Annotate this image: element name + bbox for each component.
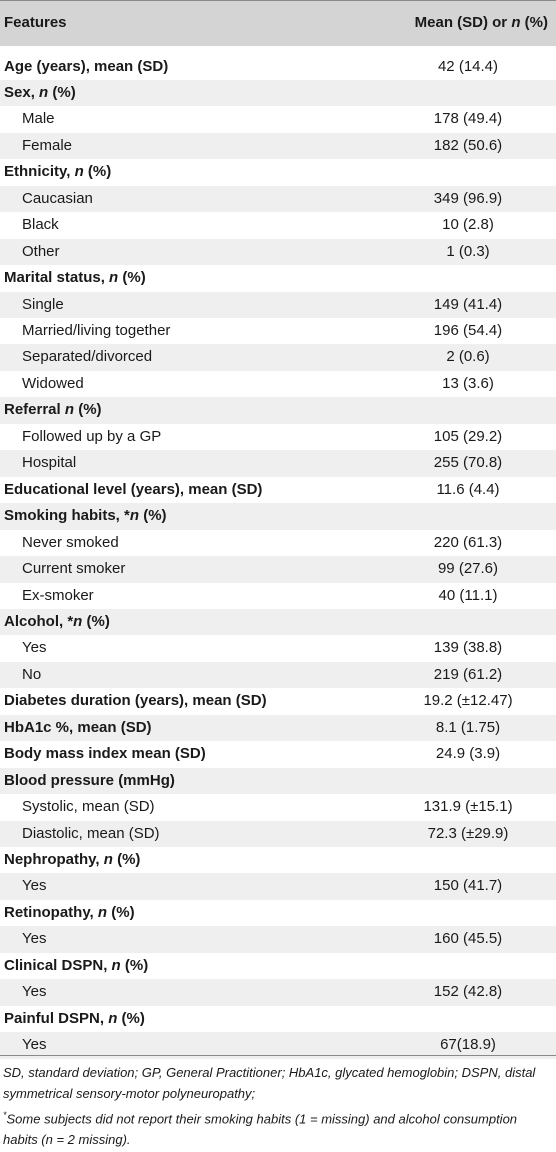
row-label-italic: n <box>108 1009 118 1027</box>
row-label <box>4 900 135 926</box>
row-label-part: Single <box>22 295 64 313</box>
row-label-part: Retinopathy, <box>4 903 98 921</box>
row-value: 67(18.9) <box>440 1036 496 1054</box>
row-label-italic: n <box>97 903 108 921</box>
row-label <box>22 318 170 344</box>
header-values <box>415 14 548 31</box>
table-row <box>0 133 556 160</box>
row-label-part: Smoking habits, * <box>4 507 130 525</box>
row-value: 178 (49.4) <box>433 110 503 128</box>
table-row <box>0 768 556 795</box>
row-label-part: Yes <box>22 930 47 948</box>
row-label <box>22 530 119 556</box>
table-row <box>0 80 556 107</box>
row-label-part: Diabetes duration (years), mean (SD) <box>4 692 267 710</box>
table-row <box>0 159 556 186</box>
table-row <box>0 979 556 1006</box>
row-value: 255 (70.8) <box>433 454 503 472</box>
row-label-part: (%) <box>120 956 149 974</box>
row-label-part: Ethnicity, <box>4 163 75 181</box>
row-label-part: Sex, <box>4 83 40 101</box>
row-label <box>22 212 59 238</box>
row-label-italic: n <box>74 163 84 181</box>
table-bottom-rule <box>0 1055 556 1056</box>
row-label-part: Yes <box>22 877 47 895</box>
table-row <box>0 662 556 689</box>
row-label <box>22 979 46 1005</box>
row-label-italic: n <box>39 83 49 101</box>
row-label-part: Painful DSPN, <box>4 1009 109 1027</box>
row-value: 196 (54.4) <box>433 322 503 339</box>
table-row <box>0 715 556 742</box>
row-label <box>22 556 125 582</box>
row-label-part: Never smoked <box>22 533 119 551</box>
row-label-part: (%) <box>83 163 112 181</box>
row-label-part: Black <box>22 216 59 234</box>
row-label-part: Marital status, <box>4 269 110 287</box>
table-row <box>0 318 556 345</box>
footnote-abbreviations: SD, standard deviation; GP, General Practitioner; HbA1c, glycated hemoglobin; DSPN, distal symmetrical sensory-motor polyneuropathy; <box>3 1065 536 1101</box>
row-label <box>4 953 148 979</box>
table-row <box>0 953 556 980</box>
table-row <box>0 265 556 292</box>
row-value: 220 (61.3) <box>433 533 503 551</box>
row-label-part: Systolic, mean (SD) <box>22 798 155 816</box>
table-row <box>0 239 556 266</box>
table-row <box>0 530 556 557</box>
row-label <box>22 794 155 820</box>
row-label <box>4 477 262 503</box>
row-value: 219 (61.2) <box>433 665 503 683</box>
row-label <box>22 926 46 952</box>
table-row <box>0 688 556 715</box>
row-value: 2 (0.6) <box>446 348 490 366</box>
row-label <box>4 80 76 106</box>
row-label-part: (%) <box>74 401 102 419</box>
row-label <box>4 265 146 291</box>
row-label <box>22 292 64 318</box>
row-label-italic: n <box>109 269 119 287</box>
row-label <box>22 133 72 159</box>
row-label-italic: n <box>129 507 140 525</box>
table-row <box>0 556 556 583</box>
row-label <box>4 688 267 714</box>
row-label-part: Body mass index mean (SD) <box>4 745 206 763</box>
row-value: 349 (96.9) <box>433 189 503 207</box>
row-label-part: Age (years), mean (SD) <box>4 57 169 75</box>
row-label <box>4 609 110 635</box>
row-label-part: Yes <box>22 983 47 1001</box>
row-value: 13 (3.6) <box>442 374 494 392</box>
row-value: 40 (11.1) <box>438 586 498 604</box>
table-row <box>0 212 556 239</box>
table-row <box>0 344 556 371</box>
row-label-part: No <box>22 665 42 683</box>
table-header <box>0 0 556 46</box>
table-row <box>0 873 556 900</box>
row-label-part: Widowed <box>22 374 84 392</box>
table-row <box>0 503 556 530</box>
table-row <box>0 847 556 874</box>
row-label <box>22 662 41 688</box>
row-label <box>4 397 102 423</box>
row-value: 152 (42.8) <box>433 983 503 1001</box>
row-label-italic: n <box>111 956 121 974</box>
footnote-asterisk <box>3 1105 555 1150</box>
row-label-part: (%) <box>82 612 110 630</box>
row-label <box>22 371 84 397</box>
row-label-part: Current smoker <box>22 560 126 578</box>
row-label <box>22 344 152 370</box>
row-label-italic: n <box>73 612 83 630</box>
row-value: 10 (2.8) <box>442 216 494 234</box>
table-row <box>0 106 556 133</box>
table-row <box>0 397 556 424</box>
table-row <box>0 583 556 610</box>
row-label <box>4 715 152 741</box>
row-label-part: (%) <box>112 851 141 868</box>
row-label <box>22 450 76 476</box>
row-label-part: Ex-smoker <box>22 586 94 604</box>
row-label-part: HbA1c %, mean (SD) <box>4 718 152 736</box>
row-label <box>22 106 55 132</box>
row-label-part: (%) <box>118 269 146 287</box>
table-row <box>0 900 556 927</box>
row-label-part: Alcohol, * <box>4 612 74 630</box>
row-value: 24.9 (3.9) <box>435 745 501 763</box>
row-label <box>4 768 175 794</box>
row-label-part: Married/living together <box>22 322 171 339</box>
row-label-part: Diastolic, mean (SD) <box>22 824 160 842</box>
header-values-n: n <box>511 14 521 31</box>
table-row <box>0 926 556 953</box>
row-label <box>22 635 46 661</box>
row-label-part: Hospital <box>22 454 77 472</box>
footnote-asterisk-text: Some subjects did not report their smoking habits (1 = missing) and alcohol consumption habits (n = 2 missing). <box>3 1111 518 1148</box>
table-row <box>0 424 556 451</box>
row-value: 105 (29.2) <box>433 427 503 445</box>
table-row <box>0 821 556 848</box>
header-features: Features <box>4 14 67 31</box>
row-label <box>22 239 60 265</box>
row-label <box>4 503 167 529</box>
row-value: 160 (45.5) <box>433 930 503 948</box>
table-row <box>0 292 556 319</box>
row-label <box>4 1006 145 1032</box>
row-label-part: (%) <box>139 507 167 525</box>
row-label-part: Yes <box>22 1036 47 1054</box>
table-row <box>0 741 556 768</box>
row-label <box>4 159 111 185</box>
row-label-part: (%) <box>48 83 76 101</box>
row-label-part: Referral <box>4 401 65 419</box>
row-label-italic: n <box>103 851 113 868</box>
row-value: 182 (50.6) <box>433 136 503 154</box>
table-row <box>0 186 556 213</box>
row-value: 139 (38.8) <box>433 639 503 657</box>
row-value: 72.3 (±29.9) <box>427 824 509 842</box>
row-value: 8.1 (1.75) <box>435 718 501 736</box>
footnote-asterisk-mark: * <box>3 1110 7 1120</box>
table-row <box>0 371 556 398</box>
table-row <box>0 477 556 504</box>
row-value: 19.2 (±12.47) <box>423 692 513 710</box>
header-values-suffix: (%) <box>520 14 548 31</box>
table-row <box>0 450 556 477</box>
row-label-part: Separated/divorced <box>22 348 153 366</box>
header-values-prefix: Mean (SD) or <box>414 14 512 31</box>
row-label-part: (%) <box>107 903 135 921</box>
table-row <box>0 1006 556 1033</box>
row-value: 42 (14.4) <box>437 57 499 75</box>
row-label <box>22 583 94 609</box>
row-value: 150 (41.7) <box>433 877 503 895</box>
row-value: 131.9 (±15.1) <box>423 798 513 816</box>
row-label-part: Clinical DSPN, <box>4 956 112 974</box>
table-row <box>0 54 556 81</box>
row-value: 11.6 (4.4) <box>436 480 500 498</box>
row-label <box>22 186 93 212</box>
row-label <box>4 54 168 80</box>
table-row <box>0 609 556 636</box>
row-label <box>4 847 140 873</box>
table-row <box>0 635 556 662</box>
row-label <box>22 821 160 847</box>
row-label-part: Male <box>22 110 55 128</box>
row-label <box>22 424 161 450</box>
table-row <box>0 794 556 821</box>
row-label-part: Female <box>22 136 73 154</box>
row-label-italic: n <box>64 401 75 419</box>
row-label <box>22 873 46 899</box>
row-value: 1 (0.3) <box>446 242 490 260</box>
row-label-part: Followed up by a GP <box>22 427 162 445</box>
row-label-part: Caucasian <box>22 189 93 207</box>
row-value: 99 (27.6) <box>437 560 499 578</box>
row-label-part: Blood pressure (mmHg) <box>4 771 175 789</box>
row-label-part: (%) <box>117 1009 145 1027</box>
row-label-part: Nephropathy, <box>4 851 104 868</box>
row-value: 149 (41.4) <box>433 295 503 313</box>
row-label-part: Yes <box>22 639 47 657</box>
row-label-part: Other <box>22 242 60 260</box>
row-label-part: Educational level (years), mean (SD) <box>4 480 263 498</box>
row-label <box>4 741 206 767</box>
